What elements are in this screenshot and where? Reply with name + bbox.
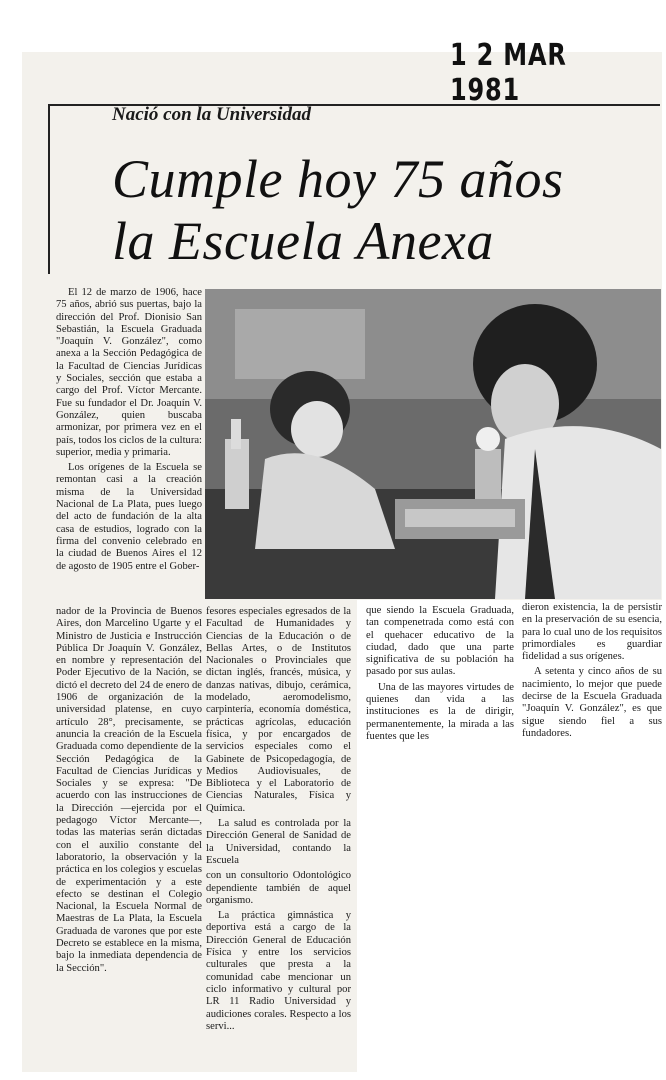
paragraph: La práctica gimnástica y deportiva está a cargo de la Dirección General de Educación Física y entre los servicios culturales que presta a la comunidad cabe mencionar un ciclo informativo y cultural por LR 11 Radio Universidad y audiciones corales. Respecto a los servi...: [206, 910, 351, 1032]
paragraph: con un consultorio Odontológico dependiente también de aquel organismo.: [206, 870, 351, 906]
paragraph: dieron existencia, la de persistir en la preservación de su esencia, para lo cual uno de los requisitos primordiales es guardiar fidelidad a sus orígenes.: [522, 602, 662, 663]
headline-line-2: la Escuela Anexa: [112, 211, 494, 271]
paragraph: El 12 de marzo de 1906, hace 75 años, abrió sus puertas, bajo la dirección del Prof. Dionisio San Sebastián, la Escuela Graduada "Joaquín V. González", como anexa a la Sección Pedagógica de la Facultad de Ciencias Jurídicas y Sociales, sección que estaba a cargo del Prof. Víctor Mercante. Fue su fundador el Dr. Joaquín V. González, quien buscaba armonizar, por primera vez en el país, todos los ciclos de la cultura: superior, media y primaria.: [56, 287, 202, 458]
photo-illustration: [205, 289, 661, 599]
article-column-1-bottom: [56, 606, 202, 978]
article-column-3: [366, 605, 514, 746]
article-photo: [205, 289, 661, 599]
date-stamp: 1 2 MAR 1981: [450, 38, 567, 108]
article-column-4: [522, 602, 662, 743]
left-rule: [48, 104, 50, 274]
paragraph: La salud es controlada por la Dirección General de Sanidad de la Universidad, contando la Escuela: [206, 818, 351, 866]
paragraph: fesores especiales egresados de la Facultad de Humanidades y Ciencias de la Educación o de Bellas Artes, o de Institutos Nacionales o Provinciales que dictan inglés, francés, música, y danzas nativas, dibujo, cerámica, modelado, aeromodelismo, carpintería, economía doméstica, prácticas agrícolas, educación física, y por encargados de servicios especiales como el Gabinete de Psicopedagogía, de Medios Audiovisuales, de Biblioteca y el Laboratorio de Ciencias Naturales, Física y Química.: [206, 606, 351, 814]
paragraph: nador de la Provincia de Buenos Aires, don Marcelino Ugarte y el Ministro de Justicia e Instrucción Pública Dr Joaquín V. González, en nombre y representación del Poder Ejecutivo de la Nación, se dictó el decreto del 24 de enero de 1906 de organización de la universidad platense, en cuyo artículo 28°, precisamente, se anuncia la creación de la Escuela Graduada como dependiente de la Sección Pedagógica de la Facultad de Ciencias Jurídicas y Sociales y se expresa: "De acuerdo con las instrucciones de la Dirección —ejercida por el pedagogo Víctor Mercante—, todas las materias serán dictadas con el auxilio constante del laboratorio, la observación y la práctica en los colegios y escuelas de experimentación y a este efecto se destinan el Colegio Nacional, la Escuela Normal de Maestras de La Plata, la Escuela Graduada de varones que por este Decreto se establece en la misma, bajo la inmediata dependencia de la Sección".: [56, 606, 202, 974]
paragraph: Los orígenes de la Escuela se remontan casi a la creación misma de la Universidad Nacional de La Plata, pues luego del acto de fundación de la alta casa de estudios, logrado con la firma del convenio celebrado en la ciudad de Buenos Aires el 12 de agosto de 1905 entre el Gober-: [56, 462, 202, 572]
headline: [112, 148, 563, 272]
paragraph: Una de las mayores virtudes de quienes dan vida a las instituciones es la de dirigir, permanentemente, la mirada a las fuentes que les: [366, 681, 514, 742]
article-column-1-top: [56, 287, 202, 576]
paragraph: que siendo la Escuela Graduada, tan compenetrada como está con el quehacer educativo de la ciudad, dado que una parte significativa de su población ha pasado por sus aulas.: [366, 605, 514, 678]
kicker: Nació con la Universidad: [112, 104, 311, 125]
paragraph: A setenta y cinco años de su nacimiento, lo mejor que puede decirse de la Escuela Graduada "Joaquín V. González", es que sigue siendo fiel a sus fundadores.: [522, 666, 662, 739]
article-column-2: [206, 606, 351, 1036]
headline-line-1: Cumple hoy 75 años: [112, 149, 564, 209]
